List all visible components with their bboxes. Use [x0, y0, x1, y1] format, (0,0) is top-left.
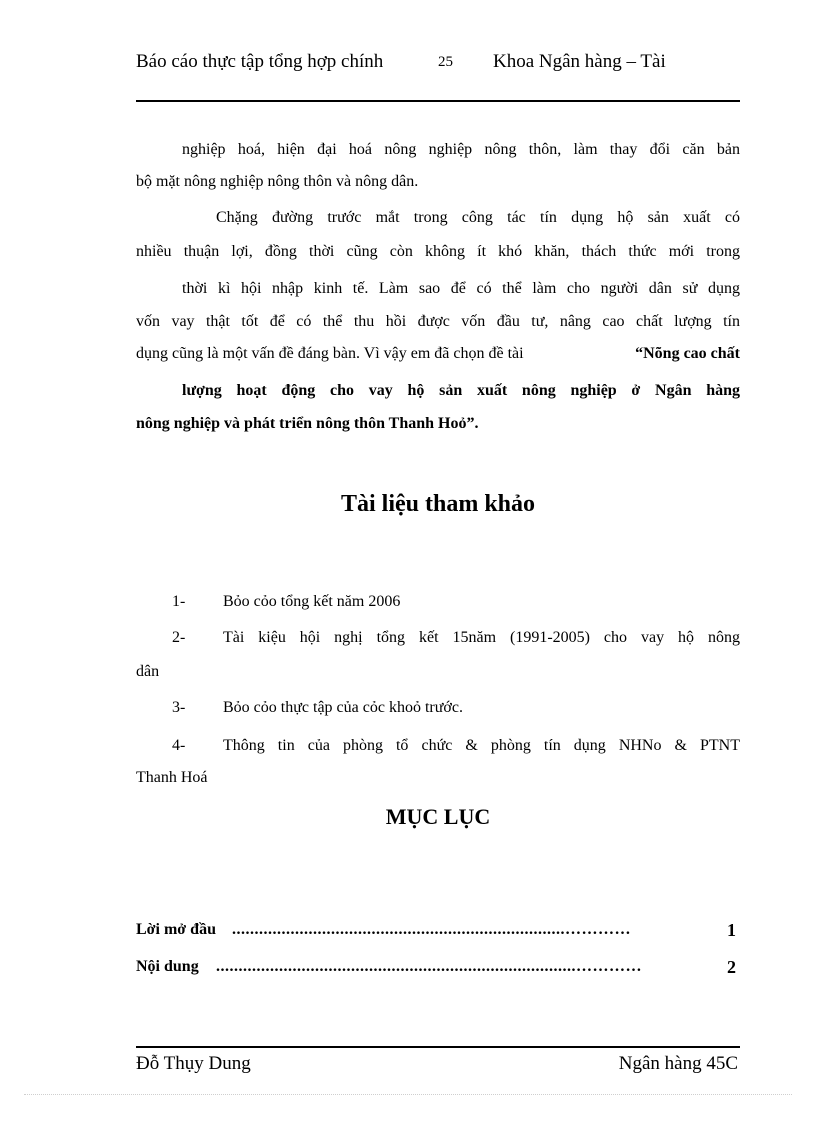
- body-paragraphs: [136, 136, 740, 436]
- page-footer: [136, 1046, 740, 1082]
- body-line: [136, 342, 740, 366]
- reference-item: [136, 626, 740, 650]
- reference-item: [136, 734, 740, 758]
- body-line: vốn vay thật tốt để có thể thu hồi được vốn đầu tư, nâng cao chất lượng tín: [136, 313, 740, 330]
- reference-number: 1-: [172, 593, 186, 610]
- toc-label: Nội dung: [136, 958, 199, 975]
- reference-continuation: dân: [136, 663, 160, 680]
- footer-author: Đỗ Thụy Dung: [136, 1053, 251, 1074]
- toc-item: [136, 954, 740, 980]
- toc-title: MỤC LỤC: [385, 804, 491, 829]
- reference-text: Bỏo cỏo thực tập của cỏc khoỏ trước.: [223, 699, 463, 716]
- toc-page-number: 1: [727, 920, 736, 940]
- reference-number: 4-: [172, 737, 186, 754]
- toc-label: Lời mở đầu: [136, 921, 216, 938]
- page-number: 25: [438, 54, 453, 70]
- reference-item: [136, 590, 740, 614]
- reference-continuation: Thanh Hoá: [136, 769, 208, 786]
- references-list: [136, 588, 740, 798]
- toc-item: [136, 917, 740, 943]
- reference-number: 2-: [172, 629, 186, 646]
- page-header: [136, 48, 740, 102]
- page-edge-divider: [24, 1094, 792, 1095]
- reference-text: Bỏo cỏo tổng kết năm 2006: [223, 593, 401, 610]
- toc-page-number: 2: [727, 957, 736, 977]
- thesis-title-start: “Nõng cao chất: [635, 345, 740, 362]
- body-line-text: dụng cũng là một vấn đề đáng bàn. Vì vậy em đã chọn đề tài: [136, 345, 524, 362]
- references-title: Tài liệu tham khảo: [340, 491, 536, 517]
- body-line: nhiều thuận lợi, đồng thời cũng còn không ít khó khăn, thách thức mới trong: [136, 243, 740, 260]
- reference-number: 3-: [172, 699, 186, 716]
- footer-class: Ngân hàng 45C: [618, 1053, 738, 1074]
- body-line: nghiệp hoá, hiện đại hoá nông nghiệp nông thôn, làm thay đổi căn bản: [182, 141, 740, 158]
- body-line: bộ mặt nông nghiệp nông thôn và nông dân.: [136, 173, 419, 190]
- body-line: Chặng đường trước mắt trong công tác tín dụng hộ sản xuất có: [216, 209, 740, 226]
- toc-leader-dots: ................................................................................…………: [216, 958, 642, 975]
- thesis-title-line: lượng hoạt động cho vay hộ sản xuất nông nghiệp ở Ngân hàng: [182, 382, 740, 399]
- reference-item: [136, 696, 740, 720]
- reference-text: Tài kiệu hội nghị tổng kết 15năm (1991-2005) cho vay hộ nông: [223, 629, 740, 646]
- reference-text: Thông tin của phòng tổ chức & phòng tín dụng NHNo & PTNT: [223, 737, 740, 754]
- header-title-left: Báo cáo thực tập tổng hợp chính: [136, 51, 384, 72]
- body-line: thời kì hội nhập kinh tế. Làm sao để có thể làm cho người dân sử dụng: [182, 280, 740, 297]
- thesis-title-line: nông nghiệp và phát triển nông thôn Thanh Hoỏ”.: [136, 415, 479, 432]
- header-title-right: Khoa Ngân hàng – Tài: [493, 51, 666, 72]
- toc-leader-dots: ..........................................................................…………: [232, 921, 631, 938]
